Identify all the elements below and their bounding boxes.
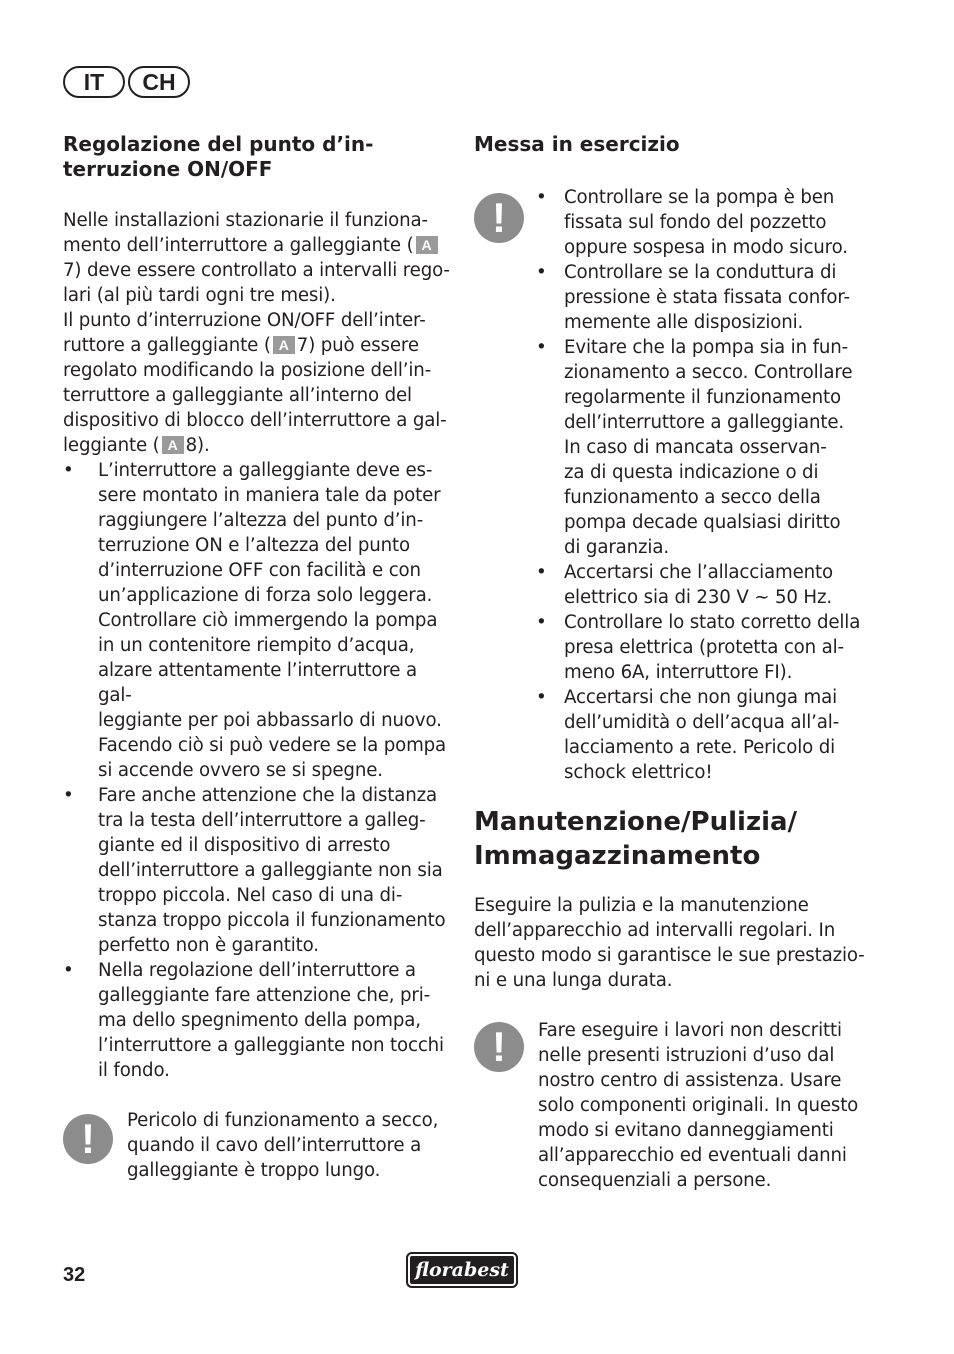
list-item: • Accertarsi che non giunga mai dell’umidità o dell’acqua all’al- lacciamento a rete. Pericolo di schock elettrico!: [536, 685, 874, 785]
warning-text: Fare eseguire i lavori non descritti nelle presenti istruzioni d’uso dal nostro centro di assistenza. Usare solo componenti originali. In questo modo si evitano danneggiamenti all’apparecchio ed eventuali danni consequenziali a persone.: [538, 1020, 859, 1191]
florabest-logo: florabest: [406, 1252, 518, 1288]
list-item: • Controllare se la pompa è ben fissata sul fondo del pozzetto oppure sospesa in modo sicuro.: [536, 185, 874, 260]
warning-icon: !: [63, 1114, 113, 1164]
list-item: • Accertarsi che l’allacciamento elettrico sia di 230 V ~ 50 Hz.: [536, 560, 874, 610]
lang-badge-it: IT: [63, 66, 125, 98]
warning-dry-run: [63, 1108, 455, 1183]
intro-paragraph: Nelle installazioni stazionarie il funziona- mento dell’interruttore a galleggiante ( A 7) deve essere controllato a intervalli rego- lari (al più tardi ogni tre mesi).: [63, 210, 450, 306]
left-bullet-list: [63, 458, 455, 1083]
list-item: • Controllare se la conduttura di pressione è stata fissata confor- memente alle disposizioni.: [536, 260, 874, 335]
maintenance-paragraph: Eseguire la pulizia e la manutenzione dell’apparecchio ad intervalli regolari. In questo modo si garantisce le sue prestazio- ni e una lunga durata.: [474, 895, 865, 991]
warning-text: Pericolo di funzionamento a secco, quando il cavo dell’interruttore a galleggiante è troppo lungo.: [127, 1110, 439, 1181]
list-item: • Evitare che la pompa sia in fun- zionamento a secco. Controllare regolarmente il funzionamento dell’interruttore a galleggiante. In caso di mancata osservan- za di questa indicazione o di funzionamento a secco della pompa decade qualsiasi diritto di garanzia.: [536, 335, 874, 560]
list-item: • Nella regolazione dell’interruttore a galleggiante fare attenzione che, pri- ma dello spegnimento della pompa, l’interruttore a galleggiante non tocchi il fondo.: [63, 958, 455, 1083]
list-item: • L’interruttore a galleggiante deve es- sere montato in maniera tale da poter raggiungere l’altezza del punto d’in- terruzione ON e l’altezza del punto d’interruzione OFF con facilità e con un’applicazione di forza solo leggera. Controllare ciò immergendo la pompa in un contenitore riempito d’acqua, alzare attentamente l’interruttore a gal- leggiante per poi abbassarlo di nuovo. Facendo ciò si può vedere se la pompa si accende ovvero se si spegne.: [63, 458, 455, 783]
figure-a-ref: A: [273, 336, 295, 354]
warning-service: [474, 1018, 874, 1193]
section-heading-manutenzione: Manutenzione/Pulizia/ Immagazzinamento: [474, 807, 798, 871]
figure-a-ref: A: [416, 236, 438, 254]
section-heading-regolazione: Regolazione del punto d’in- terruzione ON/OFF: [63, 132, 374, 181]
onoff-paragraph: Il punto d’interruzione ON/OFF dell’inter- ruttore a galleggiante ( A 7) può essere regolato modificando la posizione dell’in- terruttore a galleggiante all’interno del dispositivo di blocco dell’interruttore a gal- leggiante ( A 8).: [63, 310, 447, 456]
figure-a-ref: A: [162, 436, 184, 454]
right-bullet-list: [536, 185, 874, 785]
left-column: [63, 132, 455, 1183]
language-badges: [63, 66, 190, 98]
right-column: [474, 132, 874, 1193]
page-number: 32: [63, 1264, 86, 1286]
warning-icon: !: [474, 193, 524, 243]
warning-commissioning: [474, 185, 874, 785]
section-heading-messa-in-esercizio: Messa in esercizio: [474, 132, 680, 156]
lang-badge-ch: CH: [128, 66, 190, 98]
list-item: • Fare anche attenzione che la distanza tra la testa dell’interruttore a galleg- giante ed il dispositivo di arresto dell’interruttore a galleggiante non sia troppo piccola. Nel caso di una di- stanza troppo piccola il funzionamento perfetto non è garantito.: [63, 783, 455, 958]
warning-icon: !: [474, 1022, 524, 1072]
list-item: • Controllare lo stato corretto della presa elettrica (protetta con al- meno 6A, interruttore FI).: [536, 610, 874, 685]
